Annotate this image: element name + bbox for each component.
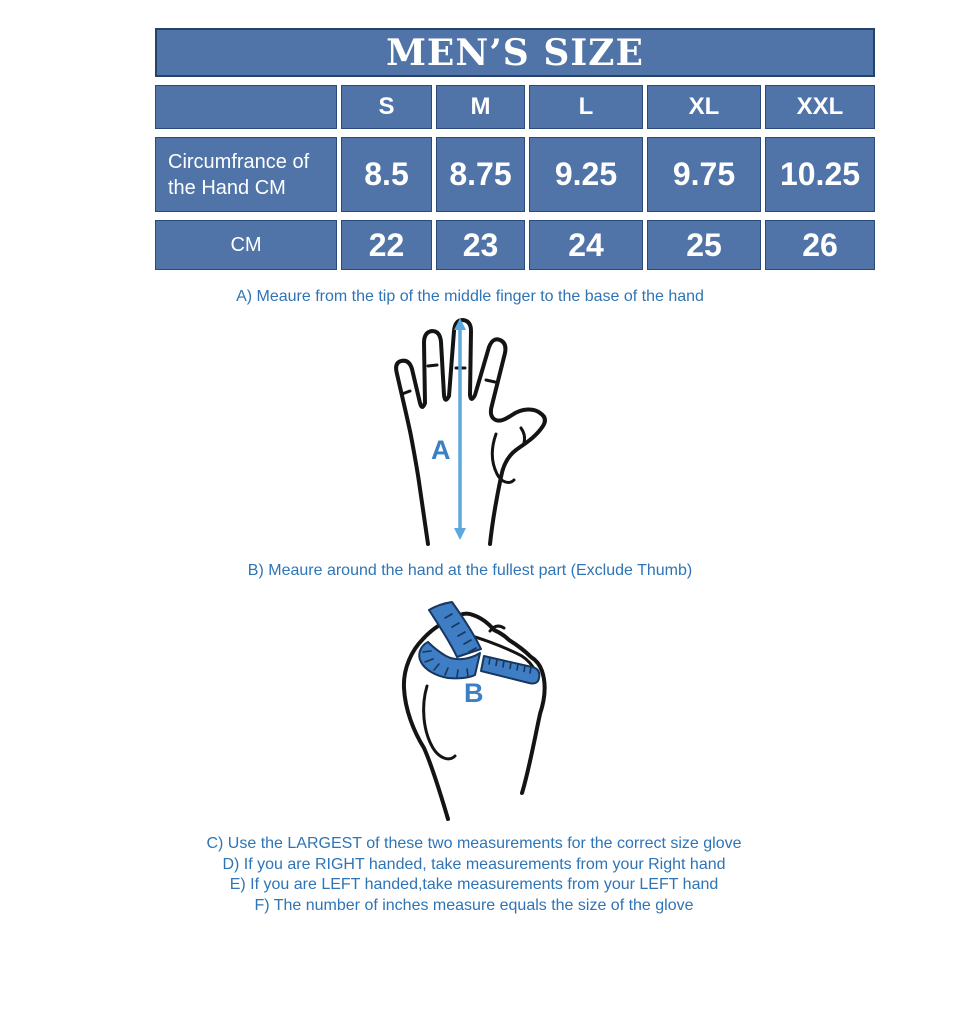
cm-value-m: 23 [436,220,525,270]
instruction-c: C) Use the LARGEST of these two measurements for the correct size glove [206,835,742,852]
mens-size-table [155,28,875,270]
measurement-label-b: B [464,678,484,708]
measurement-label-a: A [431,435,451,465]
size-header-xxl: XXL [765,85,875,129]
instruction-f: F) The number of inches measure equals the size of the glove [254,896,694,914]
instruction-e: E) If you are LEFT handed,take measurements from your LEFT hand [229,876,719,893]
cm-value-l: 24 [529,220,643,270]
instruction-d: D) If you are RIGHT handed, take measurements from your Right hand [222,855,726,873]
size-header-m: M [436,85,525,129]
table-grid [155,85,875,270]
cm-value-s: 22 [341,220,432,270]
fist-with-tape-illustration [392,590,588,823]
size-header-l: L [529,85,643,129]
instruction-b: B) Meaure around the hand at the fullest part (Exclude Thumb) [247,562,693,579]
open-hand-illustration [383,316,553,547]
size-header-xl: XL [647,85,761,129]
footer-instructions [0,834,952,916]
row-label-circumference: Circumfrance of the Hand CM [155,137,337,212]
circumference-value-s: 8.5 [341,137,432,212]
circumference-value-xxl: 10.25 [765,137,875,212]
cm-value-xxl: 26 [765,220,875,270]
circumference-value-m: 8.75 [436,137,525,212]
size-header-s: S [341,85,432,129]
instruction-a: A) Meaure from the tip of the middle finger to the base of the hand [236,288,704,305]
row-label-cm: CM [155,220,337,270]
table-corner-cell [155,85,337,129]
circumference-value-l: 9.25 [529,137,643,212]
table-title: MEN’S SIZE [155,28,875,77]
cm-value-xl: 25 [647,220,761,270]
circumference-value-xl: 9.75 [647,137,761,212]
